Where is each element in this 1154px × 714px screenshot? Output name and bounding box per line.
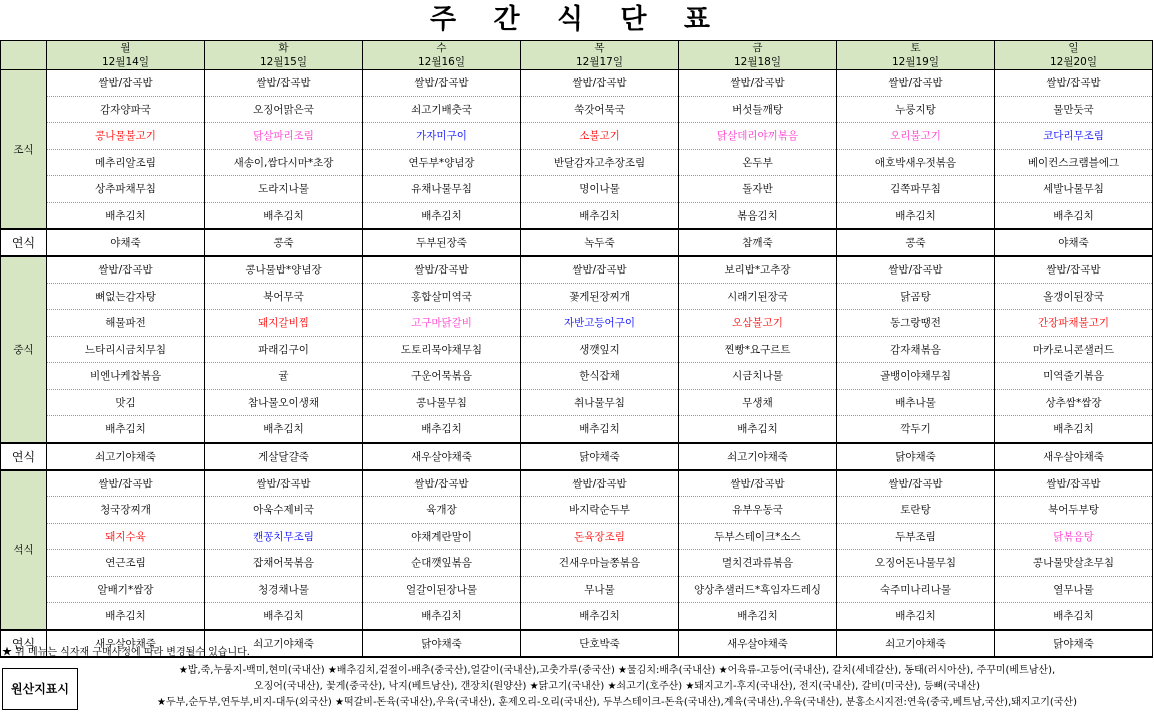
- day-header-4: [679, 41, 837, 70]
- origin-info: [84, 663, 1150, 711]
- menu-item: 새송이,쌈다시마*초장: [205, 149, 363, 176]
- menu-item: 육개장: [363, 497, 521, 524]
- menu-row: [1, 96, 1153, 123]
- menu-item: 북어두부탕: [995, 497, 1153, 524]
- menu-item: 고구마닭갈비: [363, 310, 521, 337]
- menu-item: 마카로니콘샐러드: [995, 336, 1153, 363]
- menu-item: 쌀밥/잡곡밥: [205, 70, 363, 97]
- menu-row: [1, 550, 1153, 577]
- menu-item: 쇠고기배춧국: [363, 96, 521, 123]
- menu-item: 한식잡채: [521, 363, 679, 390]
- menu-item: 쌀밥/잡곡밥: [205, 470, 363, 497]
- menu-item: 비엔나케찹볶음: [47, 363, 205, 390]
- menu-item: 쌀밥/잡곡밥: [837, 470, 995, 497]
- menu-row: [1, 576, 1153, 603]
- menu-item: 연두부*양념장: [363, 149, 521, 176]
- menu-item: 배추김치: [363, 416, 521, 443]
- menu-item: 캔꽁치무조림: [205, 523, 363, 550]
- menu-item: 잡채어묵볶음: [205, 550, 363, 577]
- menu-row: [1, 310, 1153, 337]
- menu-item: 쌀밥/잡곡밥: [521, 256, 679, 283]
- snack-item: 야채죽: [47, 229, 205, 256]
- snack-item: 새우살야채죽: [995, 443, 1153, 470]
- snack-item: 닭야채죽: [837, 443, 995, 470]
- menu-item: 배추김치: [521, 603, 679, 630]
- menu-item: 동그랑땡전: [837, 310, 995, 337]
- menu-item: 맛김: [47, 389, 205, 416]
- menu-item: 콩나물맛살초무침: [995, 550, 1153, 577]
- menu-item: 세발나물무침: [995, 176, 1153, 203]
- menu-item: 참나물오이생채: [205, 389, 363, 416]
- menu-item: 아욱수제비국: [205, 497, 363, 524]
- day-name: 일: [1068, 42, 1079, 54]
- menu-item: 닭살데리야끼볶음: [679, 123, 837, 150]
- menu-item: 해물파전: [47, 310, 205, 337]
- menu-item: 버섯들깨탕: [679, 96, 837, 123]
- menu-item: 닭곰탕: [837, 283, 995, 310]
- menu-item: 소불고기: [521, 123, 679, 150]
- menu-item: 콩나물무침: [363, 389, 521, 416]
- menu-item: 두부조림: [837, 523, 995, 550]
- menu-item: 배추김치: [995, 603, 1153, 630]
- menu-row: [1, 283, 1153, 310]
- menu-item: 베이컨스크램블에그: [995, 149, 1153, 176]
- menu-item: 양상추샐러드*흑임자드레싱: [679, 576, 837, 603]
- menu-item: 열무나물: [995, 576, 1153, 603]
- snack-item: 콩죽: [205, 229, 363, 256]
- snack-row: [1, 443, 1153, 470]
- snack-row: [1, 229, 1153, 256]
- menu-item: 취나물무침: [521, 389, 679, 416]
- menu-item: 닭볶음탕: [995, 523, 1153, 550]
- menu-item: 닭살파리조림: [205, 123, 363, 150]
- meal-label: 중식: [1, 256, 47, 443]
- snack-item: 쇠고기야채죽: [679, 443, 837, 470]
- day-date: 12월17일: [575, 56, 623, 68]
- origin-line: ★두부,순두부,연두부,비지-대두(외국산) ★떡갈비-돈육(국내산),우육(국내산), 훈제오리-오리(국내산), 두부스테이크-돈육(국내산),계육(국내산),우육(국내산), 분홍소시지전:연육(중국,베트남,국산),돼지고기(국산): [157, 697, 1077, 708]
- menu-row: [1, 70, 1153, 97]
- snack-item: 새우살야채죽: [47, 630, 205, 657]
- menu-item: 감자양파국: [47, 96, 205, 123]
- day-name: 월: [120, 42, 131, 54]
- menu-item: 청경채나물: [205, 576, 363, 603]
- menu-item: 배추김치: [47, 416, 205, 443]
- menu-item: 배추김치: [205, 416, 363, 443]
- menu-item: 오징어맑은국: [205, 96, 363, 123]
- menu-item: 골뱅이야채무침: [837, 363, 995, 390]
- origin-line: 오징어(국내산), 꽃게(중국산), 낙지(베트남산), 갠장치(원양산) ★닭고기(국내산) ★쇠고기(호주산) ★돼지고기-후지(국내산), 전지(국내산), 갈비(미국산), 등뼈(국내산): [253, 681, 981, 692]
- menu-row: [1, 416, 1153, 443]
- menu-item: 온두부: [679, 149, 837, 176]
- menu-item: 쌀밥/잡곡밥: [995, 70, 1153, 97]
- menu-item: 자반고등어구이: [521, 310, 679, 337]
- menu-item: 도토리묵야채무침: [363, 336, 521, 363]
- menu-item: 파래김구이: [205, 336, 363, 363]
- menu-item: 코다리무조림: [995, 123, 1153, 150]
- menu-item: 오리불고기: [837, 123, 995, 150]
- menu-row: [1, 202, 1153, 229]
- menu-item: 돼지갈비찜: [205, 310, 363, 337]
- menu-item: 찐빵*요구르트: [679, 336, 837, 363]
- day-date: 12월14일: [101, 56, 149, 68]
- day-name: 토: [910, 42, 921, 54]
- menu-item: 청국장찌개: [47, 497, 205, 524]
- menu-item: 쌀밥/잡곡밥: [679, 70, 837, 97]
- menu-item: 배추김치: [837, 603, 995, 630]
- menu-item: 쌀밥/잡곡밥: [47, 256, 205, 283]
- menu-item: 볶음김치: [679, 202, 837, 229]
- menu-item: 쌀밥/잡곡밥: [363, 70, 521, 97]
- menu-item: 꽃게된장찌개: [521, 283, 679, 310]
- menu-item: 물만둣국: [995, 96, 1153, 123]
- menu-change-notice: ★ 위 메뉴는 식자재 구매사정에 따라 변경될수 있습니다.: [2, 647, 250, 658]
- menu-item: 애호박새우젓볶음: [837, 149, 995, 176]
- menu-item: 쌀밥/잡곡밥: [995, 470, 1153, 497]
- menu-item: 보리밥*고추장: [679, 256, 837, 283]
- menu-item: 홍합살미역국: [363, 283, 521, 310]
- day-header-row: [1, 41, 1153, 70]
- menu-row: [1, 176, 1153, 203]
- menu-item: 연근조림: [47, 550, 205, 577]
- menu-row: [1, 336, 1153, 363]
- snack-item: 닭야채죽: [995, 630, 1153, 657]
- menu-item: 알배기*쌈장: [47, 576, 205, 603]
- menu-item: 돼지수육: [47, 523, 205, 550]
- snack-item: 녹두죽: [521, 229, 679, 256]
- menu-item: 얼갈이된장나물: [363, 576, 521, 603]
- snack-item: 야채죽: [995, 229, 1153, 256]
- menu-item: 바지락순두부: [521, 497, 679, 524]
- menu-item: 쌀밥/잡곡밥: [363, 256, 521, 283]
- menu-item: 순대깻잎볶음: [363, 550, 521, 577]
- weekly-menu-table: [0, 40, 1153, 658]
- snack-item: 닭야채죽: [363, 630, 521, 657]
- origin-label: 원산지표시: [2, 668, 78, 710]
- snack-label: 연식: [1, 443, 47, 470]
- day-date: 12월19일: [891, 56, 939, 68]
- day-header-3: [521, 41, 679, 70]
- menu-item: 건새우마늘쫑볶음: [521, 550, 679, 577]
- day-name: 목: [594, 42, 605, 54]
- menu-item: 쌀밥/잡곡밥: [995, 256, 1153, 283]
- day-date: 12월20일: [1049, 56, 1097, 68]
- menu-item: 누룽지탕: [837, 96, 995, 123]
- menu-item: 토란탕: [837, 497, 995, 524]
- menu-item: 무생채: [679, 389, 837, 416]
- menu-row: [1, 256, 1153, 283]
- meal-label: 석식: [1, 470, 47, 630]
- menu-item: 구운어묵볶음: [363, 363, 521, 390]
- menu-item: 숙주미나리나물: [837, 576, 995, 603]
- snack-item: 쇠고기야채죽: [47, 443, 205, 470]
- menu-item: 배추김치: [995, 416, 1153, 443]
- menu-item: 쌀밥/잡곡밥: [837, 70, 995, 97]
- menu-row: [1, 123, 1153, 150]
- menu-item: 배추김치: [995, 202, 1153, 229]
- menu-item: 쌀밥/잡곡밥: [363, 470, 521, 497]
- menu-row: [1, 523, 1153, 550]
- page-title: 주 간 식 단 표: [429, 4, 724, 35]
- menu-item: 배추김치: [205, 202, 363, 229]
- menu-item: 배추김치: [47, 202, 205, 229]
- snack-label: 연식: [1, 630, 47, 657]
- menu-item: 쌀밥/잡곡밥: [679, 470, 837, 497]
- menu-item: 배추김치: [521, 416, 679, 443]
- day-date: 12월18일: [733, 56, 781, 68]
- menu-row: [1, 497, 1153, 524]
- day-name: 화: [278, 42, 289, 54]
- day-header-5: [837, 41, 995, 70]
- menu-item: 김쪽파무침: [837, 176, 995, 203]
- menu-item: 북어무국: [205, 283, 363, 310]
- origin-line: ★밥,죽,누룽지-백미,현미(국내산) ★배추김치,겉절이-배추(중국산),얼갈이(국내산),고춧가루(중국산) ★물김치:배추(국내산) ★어육류-고등어(국내산), 갈치(세네갈산), 동태(러시아산), 주꾸미(베트남산),: [178, 665, 1056, 676]
- meal-label: 조식: [1, 70, 47, 230]
- menu-item: 배추김치: [837, 202, 995, 229]
- menu-item: 멸치견과류볶음: [679, 550, 837, 577]
- menu-item: 쌀밥/잡곡밥: [521, 470, 679, 497]
- menu-row: [1, 363, 1153, 390]
- menu-item: 배추김치: [205, 603, 363, 630]
- menu-item: 귤: [205, 363, 363, 390]
- snack-item: 참깨죽: [679, 229, 837, 256]
- menu-row: [1, 470, 1153, 497]
- snack-item: 콩죽: [837, 229, 995, 256]
- day-header-1: [205, 41, 363, 70]
- menu-row: [1, 149, 1153, 176]
- menu-item: 올갱이된장국: [995, 283, 1153, 310]
- menu-item: 무나물: [521, 576, 679, 603]
- menu-item: 상추파채무침: [47, 176, 205, 203]
- snack-item: 쇠고기야채죽: [205, 630, 363, 657]
- menu-item: 시금치나물: [679, 363, 837, 390]
- menu-item: 배추나물: [837, 389, 995, 416]
- snack-item: 단호박죽: [521, 630, 679, 657]
- menu-item: 야채계란말이: [363, 523, 521, 550]
- menu-item: 배추김치: [363, 202, 521, 229]
- menu-item: 도라지나물: [205, 176, 363, 203]
- menu-item: 콩나물불고기: [47, 123, 205, 150]
- menu-item: 유채나물무침: [363, 176, 521, 203]
- menu-item: 돈육장조림: [521, 523, 679, 550]
- snack-item: 닭야채죽: [521, 443, 679, 470]
- day-date: 12월15일: [259, 56, 307, 68]
- menu-item: 두부스테이크*소스: [679, 523, 837, 550]
- menu-item: 시래기된장국: [679, 283, 837, 310]
- snack-item: 게살달걀죽: [205, 443, 363, 470]
- day-header-2: [363, 41, 521, 70]
- menu-item: 명이나물: [521, 176, 679, 203]
- menu-item: 배추김치: [521, 202, 679, 229]
- menu-item: 배추김치: [363, 603, 521, 630]
- menu-item: 생깻잎지: [521, 336, 679, 363]
- menu-item: 반달감자고추장조림: [521, 149, 679, 176]
- day-header-0: [47, 41, 205, 70]
- menu-item: 배추김치: [679, 416, 837, 443]
- menu-item: 쌀밥/잡곡밥: [837, 256, 995, 283]
- menu-item: 오징어돈나물무침: [837, 550, 995, 577]
- menu-item: 상추쌈*쌈장: [995, 389, 1153, 416]
- day-date: 12월16일: [417, 56, 465, 68]
- day-name: 수: [436, 42, 447, 54]
- menu-item: 가자미구이: [363, 123, 521, 150]
- corner-cell: [1, 41, 47, 70]
- menu-item: 쌀밥/잡곡밥: [47, 70, 205, 97]
- snack-item: 새우살야채죽: [363, 443, 521, 470]
- snack-label: 연식: [1, 229, 47, 256]
- menu-item: 돌자반: [679, 176, 837, 203]
- snack-item: 새우살야채죽: [679, 630, 837, 657]
- day-name: 금: [752, 42, 763, 54]
- menu-item: 유부우동국: [679, 497, 837, 524]
- menu-row: [1, 389, 1153, 416]
- menu-item: 오삼불고기: [679, 310, 837, 337]
- menu-item: 미역줄기볶음: [995, 363, 1153, 390]
- snack-item: 두부된장죽: [363, 229, 521, 256]
- menu-item: 깍두기: [837, 416, 995, 443]
- menu-item: 쑥갓어묵국: [521, 96, 679, 123]
- menu-item: 뼈없는감자탕: [47, 283, 205, 310]
- menu-item: 느타리시금치무침: [47, 336, 205, 363]
- menu-item: 쌀밥/잡곡밥: [521, 70, 679, 97]
- snack-item: 쇠고기야채죽: [837, 630, 995, 657]
- day-header-6: [995, 41, 1153, 70]
- menu-row: [1, 603, 1153, 630]
- menu-item: 메추리알조림: [47, 149, 205, 176]
- menu-item: 쌀밥/잡곡밥: [47, 470, 205, 497]
- menu-item: 배추김치: [679, 603, 837, 630]
- menu-item: 감자채볶음: [837, 336, 995, 363]
- menu-item: 콩나물밥*양념장: [205, 256, 363, 283]
- menu-item: 간장파채불고기: [995, 310, 1153, 337]
- menu-item: 배추김치: [47, 603, 205, 630]
